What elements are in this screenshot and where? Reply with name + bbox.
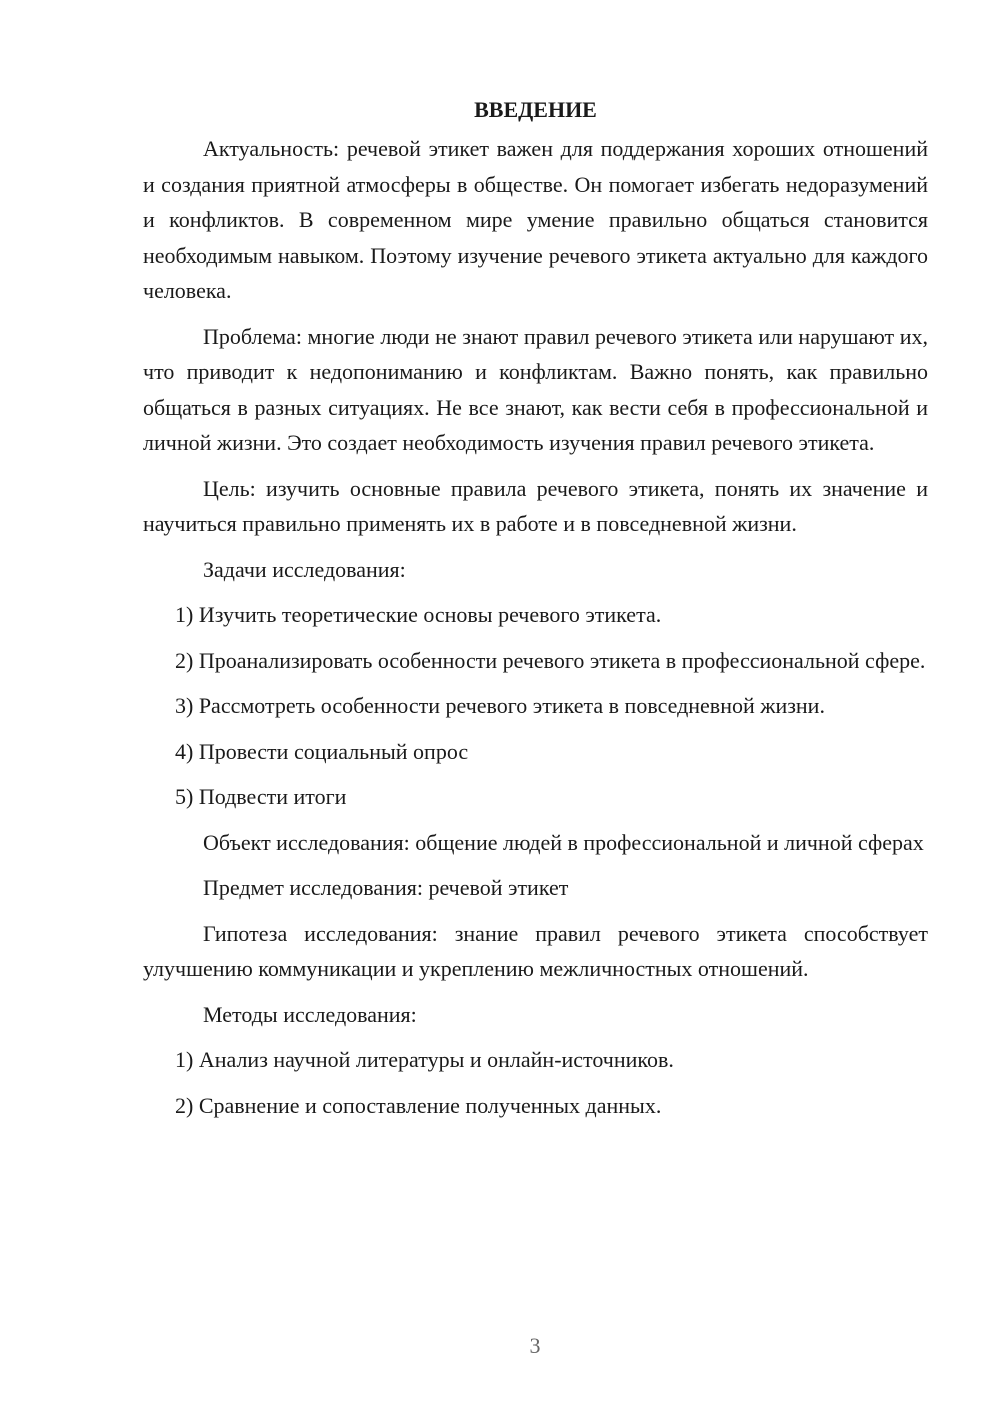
page-content <box>143 92 928 1133</box>
object-paragraph: Объект исследования: общение людей в профессиональной и личной сферах <box>203 829 924 855</box>
tasks-title: Задачи исследования: <box>203 556 406 582</box>
section-heading: ВВЕДЕНИЕ <box>474 97 597 122</box>
task-item: 1) Изучить теоретические основы речевого этикета. <box>175 602 662 627</box>
methods-title: Методы исследования: <box>203 1001 417 1027</box>
subject-paragraph: Предмет исследования: речевой этикет <box>203 875 569 900</box>
goal-paragraph: Цель: изучить основные правила речевого этикета, понять их значение и научиться правильно применять их в работе и в повседневной жизни. <box>143 475 928 536</box>
method-item: 1) Анализ научной литературы и онлайн-источников. <box>175 1047 674 1072</box>
method-item: 2) Сравнение и сопоставление полученных данных. <box>175 1092 662 1118</box>
relevance-paragraph: Актуальность: речевой этикет важен для поддержания хороших отношений и создания приятной атмосферы в обществе. Он помогает избегать недоразумений и конфликтов. В современном мире умение правильно общаться становится необходимым навыком. Поэтому изучение речевого этикета актуально для каждого человека. <box>143 136 928 303</box>
page-number: 3 <box>529 1333 541 1358</box>
task-item: 5) Подвести итоги <box>175 784 347 809</box>
task-item: 3) Рассмотреть особенности речевого этикета в повседневной жизни. <box>175 693 825 718</box>
task-item: 2) Проанализировать особенности речевого этикета в профессиональной сфере. <box>175 647 926 673</box>
task-item: 4) Провести социальный опрос <box>175 738 469 764</box>
hypothesis-paragraph: Гипотеза исследования: знание правил речевого этикета способствует улучшению коммуникации и укреплению межличностных отношений. <box>143 920 928 981</box>
problem-paragraph: Проблема: многие люди не знают правил речевого этикета или нарушают их, что приводит к недопониманию и конфликтам. Важно понять, как правильно общаться в разных ситуациях. Не все знают, как вести себя в профессиональной и личной жизни. Это создает необходимость изучения правил речевого этикета. <box>143 323 928 455</box>
